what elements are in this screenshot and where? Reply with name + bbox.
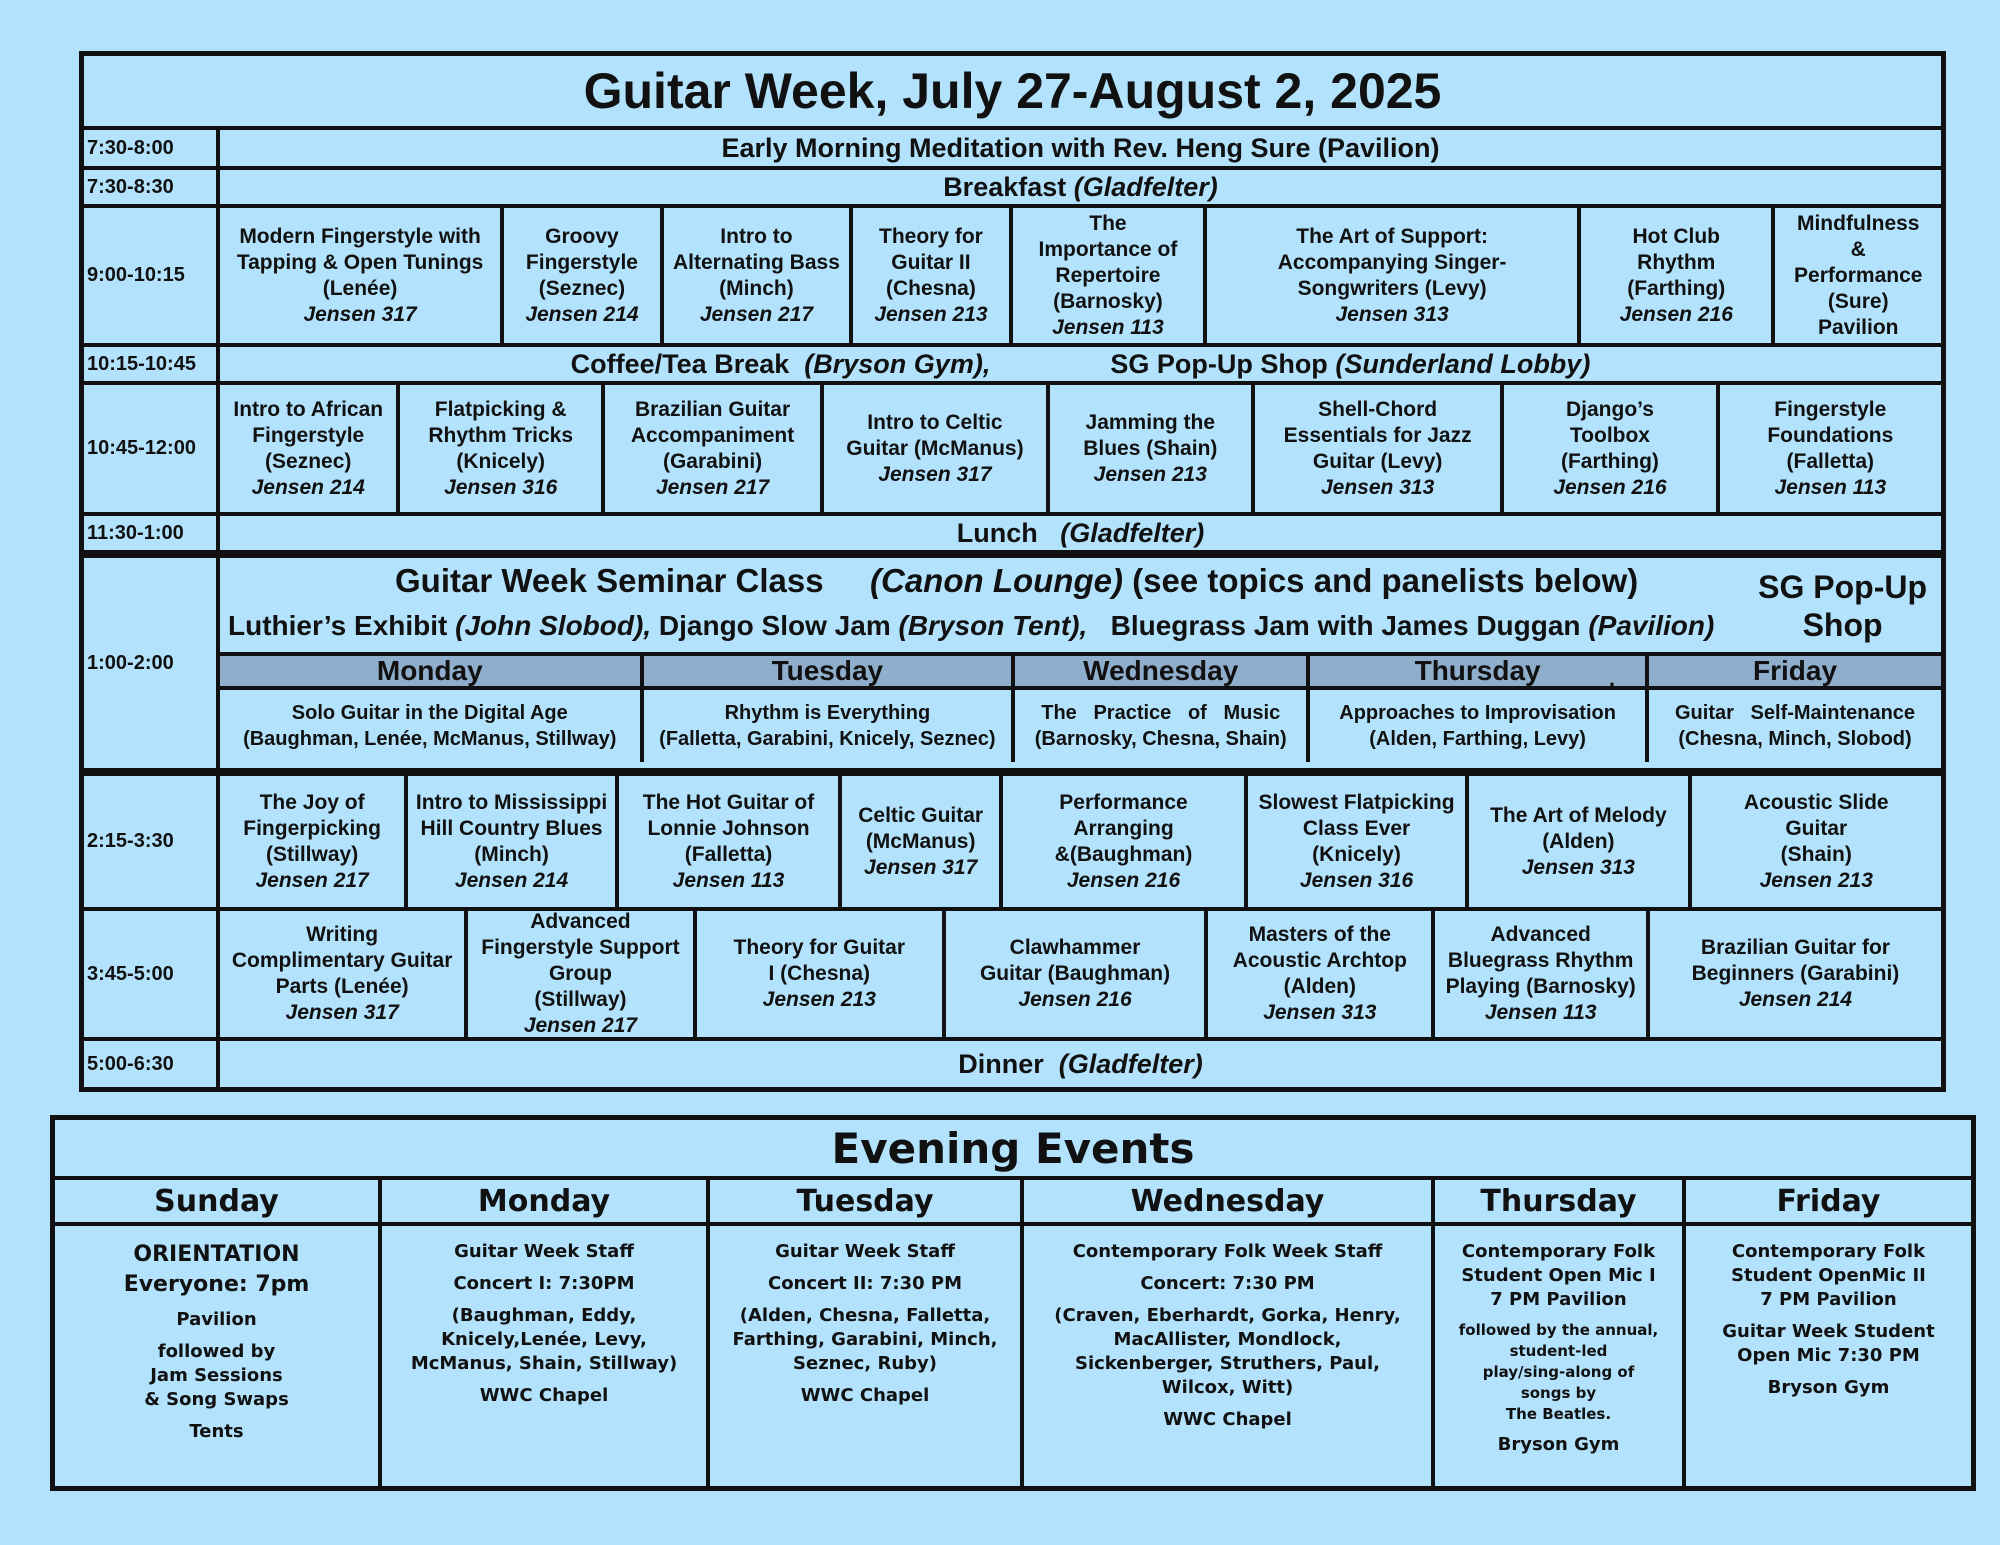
class-cell: [468, 911, 696, 1037]
class-title: The Importance of Repertoire (Barnosky): [1038, 211, 1178, 313]
seminar-panelists: (Falletta, Garabini, Knicely, Seznec): [659, 728, 996, 750]
time-label: 3:45-5:00: [84, 911, 220, 1037]
class-title: Intro to Mississippi Hill Country Blues (Minch): [415, 790, 608, 866]
row-session-1: [84, 208, 1941, 347]
evening-event-line: WWC Chapel: [1163, 1409, 1292, 1430]
luthier-label: Luthier’s Exhibit: [228, 610, 448, 641]
class-title: Celtic Guitar (McManus): [858, 803, 984, 853]
breakfast-label: Breakfast: [943, 171, 1067, 202]
seminar-day-monday: Monday: [220, 656, 644, 686]
evening-event-line: Contemporary Folk Week Staff: [1072, 1241, 1383, 1262]
evening-event-line: Guitar Week Student Open Mic 7:30 PM: [1722, 1321, 1935, 1366]
seminar-panelists: (Chesna, Minch, Slobod): [1678, 728, 1912, 750]
row-session-3: [84, 776, 1941, 911]
evening-event-friday: [1686, 1226, 1971, 1488]
seminar-panelists: (Alden, Farthing, Levy): [1369, 728, 1586, 750]
evening-day-thursday: Thursday: [1435, 1180, 1686, 1222]
bluegrass-place: (Pavilion): [1588, 610, 1715, 641]
evening-events-table: [50, 1115, 1976, 1491]
class-cell: [1692, 776, 1941, 907]
evening-event-line: Concert I: 7:30PM: [453, 1273, 635, 1294]
schedule-table: [79, 51, 1946, 1092]
seminar-topic: [644, 690, 1016, 762]
evening-event-line: (Craven, Eberhardt, Gorka, Henry, MacAllister, Mondlock, Sickenberger, Struthers, Paul, Wilcox, Witt): [1054, 1305, 1401, 1398]
seminar-panelists: (Barnosky, Chesna, Shain): [1034, 728, 1287, 750]
class-title: Theory for Guitar II (Chesna): [879, 224, 983, 300]
class-room: Jensen 317: [303, 302, 417, 326]
class-title: Clawhammer Guitar (Baughman): [979, 936, 1171, 985]
class-cell: [220, 208, 504, 343]
seminar-day-friday: Friday: [1753, 655, 1838, 686]
evening-day-friday: Friday: [1776, 1183, 1881, 1219]
class-cell: [220, 911, 468, 1037]
class-cell: [1208, 911, 1435, 1037]
class-cell: [1469, 776, 1691, 907]
session-4-cells: [220, 911, 1941, 1037]
session-1-cells: [220, 208, 1941, 343]
class-cell: [1003, 776, 1248, 907]
class-room: Jensen 316: [1299, 868, 1414, 892]
class-cell: [842, 776, 1003, 907]
row-meditation: [84, 130, 1941, 170]
evening-day-header: [55, 1180, 1971, 1226]
class-cell: [1435, 911, 1649, 1037]
row-lunch: [84, 516, 1941, 558]
time-label: 7:30-8:30: [84, 170, 220, 204]
seminar-day-tuesday: Tuesday: [644, 656, 1016, 686]
seminar-topics: [220, 690, 1941, 762]
luthier-place: (John Slobod),: [455, 610, 652, 641]
class-title: Intro to African Fingerstyle (Seznec): [233, 397, 384, 473]
seminar-place: (Canon Lounge): [870, 562, 1123, 599]
seminar-topic: [1015, 690, 1310, 762]
evening-event-line: followed by the annual, student-led play/sing-along of songs by The Beatles.: [1458, 1321, 1659, 1423]
class-cell: [619, 776, 842, 907]
time-label: 11:30-1:00: [84, 516, 220, 550]
seminar-topic-title: Guitar Self-Maintenance: [1674, 702, 1916, 724]
evening-day-tuesday: Tuesday: [710, 1180, 1024, 1222]
class-room: Jensen 313: [1321, 475, 1435, 499]
break-cell: [220, 347, 1941, 381]
class-title: Jamming the Blues (Shain): [1083, 410, 1218, 460]
seminar-topic: [1649, 690, 1941, 762]
class-room: Jensen 317: [878, 462, 992, 486]
page-title: Guitar Week, July 27-August 2, 2025: [84, 56, 1941, 130]
session-2-cells: [220, 385, 1941, 512]
class-cell: [220, 776, 408, 907]
evening-event-line: WWC Chapel: [800, 1385, 930, 1406]
class-room: Jensen 217: [255, 868, 369, 892]
dinner-cell: [220, 1041, 1941, 1087]
dinner-label: Dinner: [958, 1048, 1044, 1079]
class-title: The Art of Melody (Alden): [1490, 803, 1667, 853]
class-room: Jensen 217: [699, 302, 814, 326]
seminar-topic: [220, 690, 644, 762]
class-cell: [220, 385, 400, 512]
class-title: Shell-Chord Essentials for Jazz Guitar (Levy): [1283, 397, 1472, 473]
class-title: Fingerstyle Foundations (Falletta): [1767, 397, 1894, 473]
class-room: Jensen 216: [1018, 988, 1132, 1011]
class-room: Jensen 213: [762, 988, 876, 1011]
seminar-note: (see topics and panelists below): [1132, 562, 1639, 599]
class-title: Acoustic Slide Guitar (Shain): [1743, 790, 1889, 866]
evening-event-line: WWC Chapel: [479, 1385, 609, 1406]
evening-event-wednesday: [1024, 1226, 1435, 1488]
class-cell: [664, 208, 853, 343]
evening-event-thursday: [1435, 1226, 1686, 1488]
django-place: (Bryson Tent),: [898, 610, 1088, 641]
time-label: 2:15-3:30: [84, 776, 220, 907]
class-title: Flatpicking & Rhythm Tricks (Knicely): [428, 397, 574, 473]
time-label: 5:00-6:30: [84, 1041, 220, 1087]
class-cell: [1013, 208, 1207, 343]
popup-label: SG Pop-Up Shop: [1110, 348, 1328, 379]
seminar-title: Guitar Week Seminar Class: [395, 562, 824, 599]
row-seminar: [84, 558, 1941, 776]
seminar-topic: [1310, 690, 1649, 762]
class-cell: [1720, 385, 1941, 512]
lunch-label: Lunch: [956, 517, 1038, 548]
class-title: Brazilian Guitar for Beginners (Garabini): [1691, 936, 1900, 985]
coffee-place: (Bryson Gym),: [804, 348, 991, 379]
class-room: Jensen 217: [655, 475, 770, 499]
class-cell: [853, 208, 1013, 343]
class-cell: [1050, 385, 1255, 512]
coffee-label: Coffee/Tea Break: [570, 348, 790, 379]
class-room: Jensen 313: [1263, 1001, 1377, 1024]
class-title: Django’s Toolbox (Farthing): [1560, 397, 1659, 473]
class-cell: [1581, 208, 1775, 343]
seminar-topic-title: Approaches to Improvisation: [1339, 702, 1616, 724]
evening-event-line: Contemporary Folk Student OpenMic II 7 PM Pavilion: [1731, 1241, 1926, 1310]
class-title: The Hot Guitar of Lonnie Johnson (Falletta): [642, 790, 815, 866]
class-title: Intro to Alternating Bass (Minch): [673, 224, 840, 300]
seminar-day-wednesday: Wednesday: [1015, 656, 1310, 686]
evening-event-line: Tents: [189, 1421, 244, 1442]
class-cell: [946, 911, 1208, 1037]
evening-event-line: Guitar Week Staff: [454, 1241, 634, 1262]
django-label: Django Slow Jam: [658, 610, 891, 641]
popup-shop: SG Pop-Up Shop: [1758, 569, 1927, 643]
evening-event-line: Contemporary Folk Student Open Mic I 7 PM Pavilion: [1461, 1241, 1656, 1310]
class-title: Writing Complimentary Guitar Parts (Lenée): [231, 923, 453, 998]
evening-event-line: Guitar Week Staff: [775, 1241, 955, 1262]
seminar-day-header: [220, 652, 1941, 690]
row-session-2: [84, 385, 1941, 516]
evening-event-line: followed by Jam Sessions & Song Swaps: [144, 1341, 289, 1410]
evening-event-monday: [382, 1226, 710, 1488]
class-cell: [1775, 208, 1941, 343]
class-room: Jensen 214: [525, 302, 639, 326]
class-cell: [400, 385, 604, 512]
evening-event-line: (Alden, Chesna, Falletta, Farthing, Garabini, Minch, Seznec, Ruby): [732, 1305, 998, 1374]
seminar-block: [220, 558, 1941, 768]
popup-place: (Sunderland Lobby): [1335, 348, 1591, 379]
evening-body: [55, 1226, 1971, 1488]
class-room: Jensen 317: [285, 1001, 399, 1024]
class-room: Jensen 216: [1619, 302, 1733, 326]
session-3-cells: [220, 776, 1941, 907]
class-room: Jensen 213: [1759, 868, 1873, 892]
seminar-day-thursday: Thursday ,: [1310, 656, 1649, 686]
class-room: Jensen 213: [1093, 462, 1207, 486]
row-dinner: [84, 1041, 1941, 1087]
stray-comma: ,: [1608, 666, 1616, 691]
evening-title: Evening Events: [55, 1120, 1971, 1180]
class-room: Jensen 214: [1738, 988, 1853, 1011]
evening-event-line: (Baughman, Eddy, Knicely,Lenée, Levy, McManus, Shain, Stillway): [410, 1305, 678, 1374]
breakfast-cell: [220, 170, 1941, 204]
time-label: 7:30-8:00: [84, 130, 220, 166]
class-room: Jensen 113: [1484, 1001, 1597, 1024]
time-label: 9:00-10:15: [84, 208, 220, 343]
seminar-line: [870, 562, 1638, 600]
row-breakfast: [84, 170, 1941, 208]
time-label: 10:45-12:00: [84, 385, 220, 512]
class-title: Theory for Guitar I (Chesna): [733, 936, 906, 985]
evening-event-sunday: [55, 1226, 382, 1488]
class-room: Jensen 214: [251, 475, 365, 499]
class-title: Intro to Celtic Guitar (McManus): [846, 410, 1024, 460]
class-room: Jensen 113: [672, 868, 785, 892]
meditation-text: Early Morning Meditation with Rev. Heng Sure (Pavilion): [721, 132, 1440, 163]
class-room: Jensen 313: [1335, 302, 1449, 326]
class-cell: [697, 911, 946, 1037]
class-cell: [1207, 208, 1581, 343]
class-room: Jensen 113: [1774, 475, 1887, 499]
class-title: Groovy Fingerstyle (Seznec): [525, 224, 638, 300]
class-title: Advanced Bluegrass Rhythm Playing (Barnosky): [1445, 923, 1636, 998]
class-cell: [1248, 776, 1469, 907]
class-title: The Art of Support: Accompanying Singer- Songwriters (Levy): [1277, 224, 1507, 300]
lunch-place: (Gladfelter): [1060, 517, 1205, 548]
class-room: Jensen 113: [1052, 315, 1164, 339]
class-room: Jensen 317: [864, 855, 978, 879]
class-title: Slowest Flatpicking Class Ever (Knicely): [1258, 790, 1455, 866]
class-cell: [504, 208, 664, 343]
class-title: Masters of the Acoustic Archtop (Alden): [1232, 923, 1407, 998]
class-title: Modern Fingerstyle with Tapping & Open Tunings (Lenée): [236, 224, 484, 300]
class-room: Jensen 213: [874, 302, 988, 326]
class-title: Mindfulness & Performance (Sure) Pavilion: [1794, 211, 1923, 339]
time-label: 1:00-2:00: [84, 558, 220, 768]
class-room: Jensen 216: [1066, 868, 1181, 892]
row-session-4: [84, 911, 1941, 1041]
evening-day-sunday: Sunday: [55, 1180, 382, 1222]
class-title: Advanced Fingerstyle Support Group (Stillway): [481, 910, 680, 1011]
breakfast-place: (Gladfelter): [1073, 171, 1218, 202]
class-room: Jensen 216: [1553, 475, 1667, 499]
class-title: The Joy of Fingerpicking (Stillway): [243, 790, 381, 866]
seminar-header: [220, 558, 1941, 652]
class-cell: [824, 385, 1049, 512]
time-label: 10:15-10:45: [84, 347, 220, 381]
class-cell: [1255, 385, 1504, 512]
evening-event-tuesday: [710, 1226, 1024, 1488]
jams-line: [228, 610, 1714, 642]
bluegrass-label: Bluegrass Jam with James Duggan: [1110, 610, 1581, 641]
class-room: Jensen 313: [1521, 855, 1635, 879]
evening-day-monday: Monday: [382, 1180, 710, 1222]
class-title: Brazilian Guitar Accompaniment (Garabini): [630, 397, 795, 473]
seminar-topic-title: The Practice of Music: [1041, 702, 1281, 724]
evening-event-line: Concert: 7:30 PM: [1140, 1273, 1315, 1294]
evening-event-line: Pavilion: [176, 1309, 257, 1330]
row-break: [84, 347, 1941, 385]
class-cell: [408, 776, 619, 907]
evening-event-line: Bryson Gym: [1497, 1434, 1620, 1455]
seminar-topic-title: Rhythm is Everything: [724, 702, 931, 724]
class-title: Performance Arranging &(Baughman): [1054, 790, 1193, 866]
evening-event-line: ORIENTATION Everyone: 7pm: [123, 1242, 310, 1297]
evening-event-line: Bryson Gym: [1767, 1377, 1890, 1398]
class-cell: [605, 385, 824, 512]
lunch-cell: [220, 516, 1941, 550]
evening-day-wednesday: Wednesday: [1024, 1180, 1435, 1222]
class-room: Jensen 214: [454, 868, 569, 892]
class-cell: [1650, 911, 1941, 1037]
class-room: Jensen 316: [444, 475, 558, 499]
dinner-place: (Gladfelter): [1058, 1048, 1203, 1079]
seminar-panelists: (Baughman, Lenée, McManus, Stillway): [243, 728, 617, 750]
class-room: Jensen 217: [523, 1014, 638, 1037]
seminar-topic-title: Solo Guitar in the Digital Age: [291, 702, 568, 724]
class-cell: [1504, 385, 1719, 512]
evening-event-line: Concert II: 7:30 PM: [767, 1273, 963, 1294]
class-title: Hot Club Rhythm (Farthing): [1627, 224, 1726, 300]
